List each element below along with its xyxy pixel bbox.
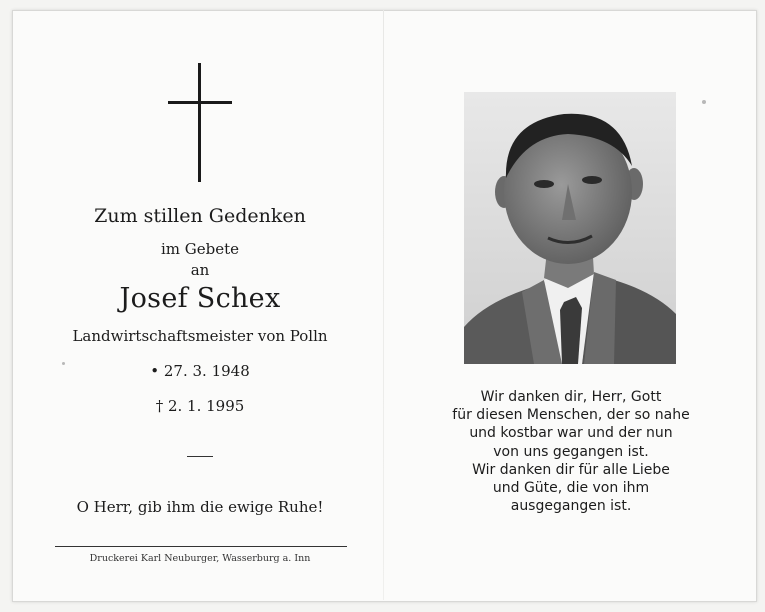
memorial-verse xyxy=(420,388,722,515)
subheading-an: an xyxy=(190,261,210,279)
verse-line: und kostbar war und der nun xyxy=(469,425,673,442)
footer-rule xyxy=(55,546,347,547)
death-date: † 2. 1. 1995 xyxy=(155,397,245,415)
verse-line: Wir danken dir für alle Liebe xyxy=(472,461,670,478)
subheading-gebete: im Gebete xyxy=(160,240,240,258)
memorial-heading: Zum stillen Gedenken xyxy=(94,205,306,227)
card-fold-line xyxy=(383,10,384,600)
paper-speck xyxy=(62,362,65,365)
portrait-photo xyxy=(464,92,676,364)
deceased-name: Josef Schex xyxy=(119,283,281,314)
prayer-line: O Herr, gib ihm die ewige Ruhe! xyxy=(76,498,324,516)
birth-date: • 27. 3. 1948 xyxy=(150,362,250,380)
verse-line: ausgegangen ist. xyxy=(510,498,632,515)
verse-line: für diesen Menschen, der so nahe xyxy=(452,407,690,424)
divider-dash xyxy=(187,456,213,457)
cross-icon xyxy=(165,63,235,183)
paper-speck xyxy=(702,100,706,104)
printer-credit: Druckerei Karl Neuburger, Wasserburg a. Inn xyxy=(89,553,311,564)
verse-line: und Güte, die von ihm xyxy=(492,480,650,497)
verse-line: Wir danken dir, Herr, Gott xyxy=(480,389,662,405)
deceased-title: Landwirtschaftsmeister von Polln xyxy=(72,327,328,345)
verse-line: von uns gegangen ist. xyxy=(493,443,649,460)
